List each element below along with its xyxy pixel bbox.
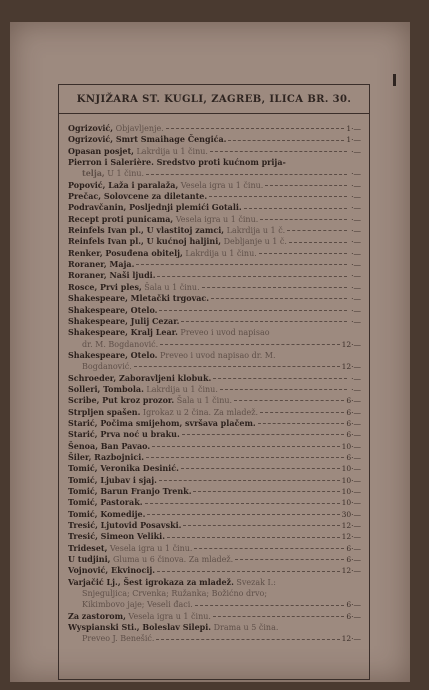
entry-description: Lakrdija u 1 činu. [182, 248, 257, 258]
entry-line [68, 395, 361, 406]
entry-price: ·— [351, 226, 361, 236]
catalog-entry [68, 123, 361, 134]
entry-text [68, 441, 150, 452]
entry-description: Lakrdija u 1 č. [224, 226, 286, 236]
entry-title: Vojnović, Ekvinocij. [68, 565, 156, 576]
entry-text [68, 395, 232, 406]
entry-price: 6·— [346, 407, 361, 417]
leader-dashes [209, 196, 347, 197]
entry-price: ·— [351, 294, 361, 304]
entry-line [68, 225, 361, 236]
catalog-entry [68, 225, 361, 236]
entry-text [82, 588, 267, 599]
catalog-entry [68, 236, 361, 247]
entry-line [68, 146, 361, 157]
entry-line [68, 531, 361, 542]
catalog-entry [68, 475, 361, 486]
entry-description: Svezak I.: [233, 577, 276, 587]
entry-price: 10·— [341, 487, 361, 496]
leader-dashes [157, 276, 347, 277]
entry-title: Starić, Prva noć u braku. [68, 429, 180, 440]
leader-dashes [234, 400, 344, 401]
entry-line [68, 270, 361, 281]
leader-dashes [210, 151, 347, 152]
catalog-entry [68, 418, 361, 429]
entry-title: Roraner, Naši ljudi. [68, 270, 156, 281]
entry-text [68, 259, 134, 270]
entry-price: ·— [351, 384, 361, 394]
entry-text [68, 611, 211, 622]
leader-dashes [145, 503, 340, 504]
entry-line [68, 429, 361, 440]
entry-description: Vesela igra u 1 činu. [125, 611, 211, 621]
leader-dashes [260, 412, 344, 413]
catalog-entry [68, 407, 361, 418]
entry-text [68, 202, 242, 213]
entry-line [68, 316, 361, 327]
entry-title: Šenoa, Ban Pavao. [68, 440, 151, 451]
entry-text [68, 282, 200, 293]
leader-dashes [220, 389, 347, 390]
entry-title: Solleri, Tombola. [68, 383, 144, 394]
entry-text [68, 373, 211, 384]
entry-description: Lakrdija u 1 činu. [143, 384, 218, 394]
entry-title: Tomić, Ljubav i sjaj. [68, 474, 157, 485]
entry-price: 12·— [341, 634, 361, 644]
entry-description: Drama u 5 čina. [211, 623, 279, 633]
entry-price: ·— [351, 237, 361, 247]
catalog-entry [68, 429, 361, 440]
catalog-entry [68, 452, 361, 463]
entry-text [68, 134, 226, 145]
leader-dashes [235, 559, 344, 560]
leader-dashes [136, 264, 347, 265]
entry-text [82, 633, 154, 644]
entry-line [68, 509, 361, 520]
entry-text [68, 316, 179, 327]
entry-title: Podravčanin, Posljednji plemići Gotali. [68, 202, 242, 213]
entry-line [68, 123, 361, 134]
entry-line [68, 305, 361, 316]
entry-title: Strpljen spašen. [68, 406, 141, 417]
catalog-entry [68, 305, 361, 316]
entry-price: 12·— [341, 339, 361, 349]
catalog-entry [68, 282, 361, 293]
catalog-entry [68, 259, 361, 270]
entry-text [68, 180, 263, 191]
entry-title: Pierron i Salerière. Sredstvo proti kućnom prija- [68, 157, 286, 168]
leader-dashes [193, 491, 339, 492]
entry-price: 6·— [346, 555, 361, 565]
entry-line [68, 191, 361, 202]
entry-line [68, 441, 361, 452]
entry-line [68, 282, 361, 293]
entry-title: Za zastorom, [68, 610, 126, 621]
entry-price: 6·— [346, 543, 361, 553]
catalog-entry [68, 191, 361, 202]
catalog-entry [68, 611, 361, 622]
entry-text [68, 225, 285, 236]
leader-dashes [195, 605, 345, 606]
entry-line [68, 248, 361, 259]
entry-title: Roraner, Maja. [68, 259, 135, 270]
entry-text [68, 146, 208, 157]
catalog-entry [68, 270, 361, 281]
entry-line [68, 486, 361, 497]
catalog-page [10, 22, 410, 682]
catalog-entry [68, 463, 361, 474]
leader-dashes [260, 219, 347, 220]
entry-line [68, 407, 361, 418]
catalog-entry [68, 316, 361, 327]
entry-title: Opasan posjet, [68, 145, 134, 156]
entry-price: 10·— [341, 464, 361, 474]
entry-price: 12·— [341, 532, 361, 542]
entry-line [68, 350, 361, 361]
catalog-entry [68, 543, 361, 554]
leader-dashes [194, 548, 344, 549]
entry-text [68, 543, 192, 554]
entry-line [68, 520, 361, 531]
entry-price: ·— [351, 316, 361, 326]
entry-price: 6·— [346, 611, 361, 621]
entry-line [68, 554, 361, 565]
entry-title: Wyspianski Sti., Boleslav Silepi. [68, 622, 212, 633]
entry-description: Igrokaz u 2 čina. Za mladež. [140, 407, 259, 417]
entry-description: Kikimbovo jaje; Veseli đaci. [82, 600, 193, 610]
entry-text [68, 509, 145, 520]
leader-dashes [181, 468, 340, 469]
entry-price: 6·— [346, 396, 361, 406]
entry-price: 1·— [346, 135, 361, 145]
entry-title: Shakespeare, Otelo. [68, 304, 158, 315]
entry-text [82, 339, 158, 350]
entry-price: 12·— [341, 362, 361, 372]
entry-title: telja, [82, 168, 105, 179]
catalog-entry [68, 214, 361, 225]
entry-title: Renker, Posuđena obitelj, [68, 247, 183, 258]
catalog-entry [68, 134, 361, 145]
leader-dashes [157, 571, 340, 572]
entry-text [82, 599, 193, 610]
entry-title: Shakespeare, Otelo. [68, 349, 158, 360]
entry-text [82, 168, 144, 179]
leader-dashes [213, 616, 344, 617]
entry-price: ·— [351, 282, 361, 292]
entry-price: 6·— [346, 600, 361, 610]
entry-description: Šala u 1 činu. [141, 282, 200, 292]
catalog-entry [68, 509, 361, 520]
entry-text [68, 236, 287, 247]
leader-dashes [183, 525, 339, 526]
entry-description: Gluma u 6 činova. Za mladež. [110, 555, 234, 565]
entry-title: Tresić, Ljutovid Posavski. [68, 520, 182, 531]
entry-text [68, 293, 209, 304]
leader-dashes [152, 446, 339, 447]
entry-text [68, 475, 157, 486]
entry-description: Objavljenje. [113, 124, 164, 133]
catalog-entry [68, 180, 361, 191]
entry-text [68, 123, 164, 134]
catalog-entry [68, 327, 361, 350]
leader-dashes [134, 366, 340, 367]
leader-dashes [259, 253, 347, 254]
entry-title: Shakespeare, Mletački trgovac. [68, 293, 210, 304]
entry-line [68, 463, 361, 474]
catalog-entry [68, 146, 361, 157]
leader-dashes [147, 514, 339, 515]
entry-title: Varjačić Lj., Šest igrokaza za mladež. [68, 576, 234, 587]
entry-line [68, 214, 361, 225]
entry-price: ·— [351, 214, 361, 224]
entry-description: Preveo J. Benešić. [82, 634, 155, 644]
entry-text [68, 554, 233, 565]
entry-text [68, 384, 218, 395]
entry-description: Vesela igra u 1 činu. [178, 180, 264, 190]
entry-title: Ogrizović, [68, 123, 114, 133]
entry-price: ·— [351, 203, 361, 213]
entry-text [68, 305, 157, 316]
entry-text [68, 520, 181, 531]
entry-description: Šala u 1 činu. [174, 396, 233, 406]
entry-text [68, 486, 191, 497]
entry-price: 10·— [341, 498, 361, 508]
leader-dashes [211, 298, 347, 299]
entry-text [68, 248, 257, 259]
leader-dashes [181, 321, 347, 322]
entry-description: Preveo i uvod napisao [177, 328, 270, 338]
entry-price: ·— [351, 260, 361, 270]
entry-text [68, 214, 258, 225]
leader-dashes [228, 140, 344, 141]
entry-continuation-line [68, 361, 361, 372]
catalog-entry [68, 486, 361, 497]
catalog-entry [68, 520, 361, 531]
entry-line [68, 452, 361, 463]
entry-description: Bogdanović. [82, 362, 132, 372]
leader-dashes [213, 378, 347, 379]
catalog-list [68, 123, 361, 645]
entry-title: Tomić, Komedije. [68, 508, 146, 519]
catalog-entry [68, 293, 361, 304]
entry-title: Reinfels Ivan pl., U kućnoj haljini, [68, 236, 222, 247]
entry-text [68, 350, 276, 361]
entry-title: Tresić, Simeon Veliki. [68, 531, 165, 542]
catalog-entry [68, 157, 361, 180]
catalog-entry [68, 497, 361, 508]
entry-description: dr. M. Bogdanović. [82, 339, 159, 349]
entry-title: Tomić, Veronika Desinić. [68, 463, 179, 474]
leader-dashes [156, 639, 339, 640]
entry-title: Trideset, [68, 542, 108, 553]
entry-title: Shakespeare, Julij Cezar. [68, 315, 180, 326]
leader-dashes [244, 208, 347, 209]
entry-title: Scribe, Put kroz prozor. [68, 395, 175, 406]
entry-description: Preveo i uvod napisao dr. M. [157, 350, 276, 360]
entry-title: Popović, Laža i paralaža, [68, 179, 179, 190]
entry-line [68, 418, 361, 429]
entry-line [68, 293, 361, 304]
entry-price: ·— [351, 146, 361, 156]
catalog-entry [68, 248, 361, 259]
entry-text [68, 407, 258, 418]
leader-dashes [258, 423, 345, 424]
entry-line [68, 373, 361, 384]
entry-text [82, 361, 132, 372]
entry-price: ·— [351, 192, 361, 202]
catalog-entry [68, 531, 361, 542]
leader-dashes [182, 434, 345, 435]
entry-price: 10·— [341, 441, 361, 451]
leader-dashes [160, 344, 339, 345]
catalog-frame [58, 84, 370, 680]
entry-title: Prečac, Solovcene za diletante. [68, 191, 208, 202]
catalog-entry [68, 350, 361, 373]
entry-description: Vesela igra u 1 činu. [173, 214, 259, 224]
leader-dashes [146, 457, 344, 458]
entry-text [68, 497, 143, 508]
entry-continuation-line [68, 339, 361, 350]
entry-description: Snjeguljica; Crvenka; Ružanka; Božićno drvo; [82, 589, 268, 599]
entry-line [68, 157, 361, 168]
entry-price: 12·— [341, 521, 361, 531]
catalog-entry [68, 441, 361, 452]
leader-dashes [146, 174, 347, 175]
leader-dashes [289, 242, 347, 243]
entry-text [68, 452, 144, 463]
entry-title: Reinfels Ivan pl., U vlastitoj zamci, [68, 225, 225, 236]
entry-price: 30·— [341, 509, 361, 519]
entry-price: 1·— [346, 124, 361, 133]
entry-line [68, 202, 361, 213]
entry-title: Rosce, Prvi ples, [68, 281, 142, 292]
entry-price: 6·— [346, 418, 361, 428]
leader-dashes [287, 230, 347, 231]
catalog-entry [68, 373, 361, 384]
leader-dashes [265, 185, 347, 186]
entry-text [68, 622, 278, 633]
entry-line [68, 259, 361, 270]
entry-text [68, 531, 165, 542]
entry-title: Šiler, Razbojnici. [68, 451, 145, 462]
entry-text [68, 565, 155, 576]
leader-dashes [166, 128, 345, 129]
entry-price: 12·— [341, 566, 361, 576]
entry-line [68, 134, 361, 145]
catalog-entry [68, 395, 361, 406]
entry-title: Starić, Počima smijehom, svršava plačem. [68, 417, 256, 428]
catalog-entry [68, 554, 361, 565]
entry-continuation-line [68, 599, 361, 610]
entry-line [68, 475, 361, 486]
entry-title: Shakespeare, Kralj Lear. [68, 327, 178, 338]
entry-continuation-line [68, 168, 361, 179]
entry-text [68, 418, 256, 429]
entry-description: Vesela igra u 1 činu. [107, 543, 193, 553]
entry-text [68, 327, 270, 338]
catalog-entry [68, 384, 361, 395]
entry-title: Tomić, Barun Franjo Trenk. [68, 486, 192, 496]
leader-dashes [167, 537, 340, 538]
entry-title: Ogrizović, Smrt Smaihage Čengića. [68, 134, 227, 145]
entry-description: U 1 činu. [104, 169, 145, 179]
entry-title: Schroeder, Zaboravljeni klobuk. [68, 372, 212, 383]
entry-price: 10·— [341, 475, 361, 485]
entry-text [68, 577, 276, 588]
entry-line [68, 497, 361, 508]
entry-price: ·— [351, 248, 361, 258]
entry-text [68, 270, 155, 281]
entry-text [68, 157, 286, 168]
catalog-entry [68, 565, 361, 576]
entry-line [68, 622, 361, 633]
entry-line [68, 327, 361, 338]
bookstore-header: KNJIŽARA ST. KUGLI, ZAGREB, ILICA BR. 30. [59, 85, 369, 114]
entry-line [68, 236, 361, 247]
entry-line [68, 565, 361, 576]
entry-line [68, 543, 361, 554]
entry-price: 6·— [346, 452, 361, 462]
catalog-entry [68, 202, 361, 213]
entry-price: ·— [351, 373, 361, 383]
entry-text [68, 191, 207, 202]
entry-line [68, 384, 361, 395]
entry-price: ·— [351, 169, 361, 179]
entry-line [68, 611, 361, 622]
entry-title: U tudjini, [68, 554, 111, 565]
entry-continuation-line [68, 588, 361, 599]
entry-continuation-line [68, 633, 361, 644]
entry-line [68, 577, 361, 588]
catalog-entry [68, 622, 361, 645]
leader-dashes [159, 480, 340, 481]
entry-title: Tomić, Pastorak. [68, 497, 143, 508]
entry-price: ·— [351, 271, 361, 281]
entry-price: ·— [351, 180, 361, 190]
leader-dashes [159, 310, 347, 311]
entry-text [68, 463, 179, 474]
entry-title: Recept proti punicama, [68, 213, 174, 224]
page-edge-mark [393, 74, 396, 86]
entry-price: ·— [351, 305, 361, 315]
entry-text [68, 429, 180, 440]
entry-line [68, 180, 361, 191]
entry-price: 6·— [346, 430, 361, 440]
leader-dashes [202, 287, 347, 288]
catalog-entry [68, 577, 361, 611]
entry-description: Lakrdija u 1 činu. [133, 146, 208, 156]
entry-description: Debljanje u 1 č. [221, 237, 287, 247]
